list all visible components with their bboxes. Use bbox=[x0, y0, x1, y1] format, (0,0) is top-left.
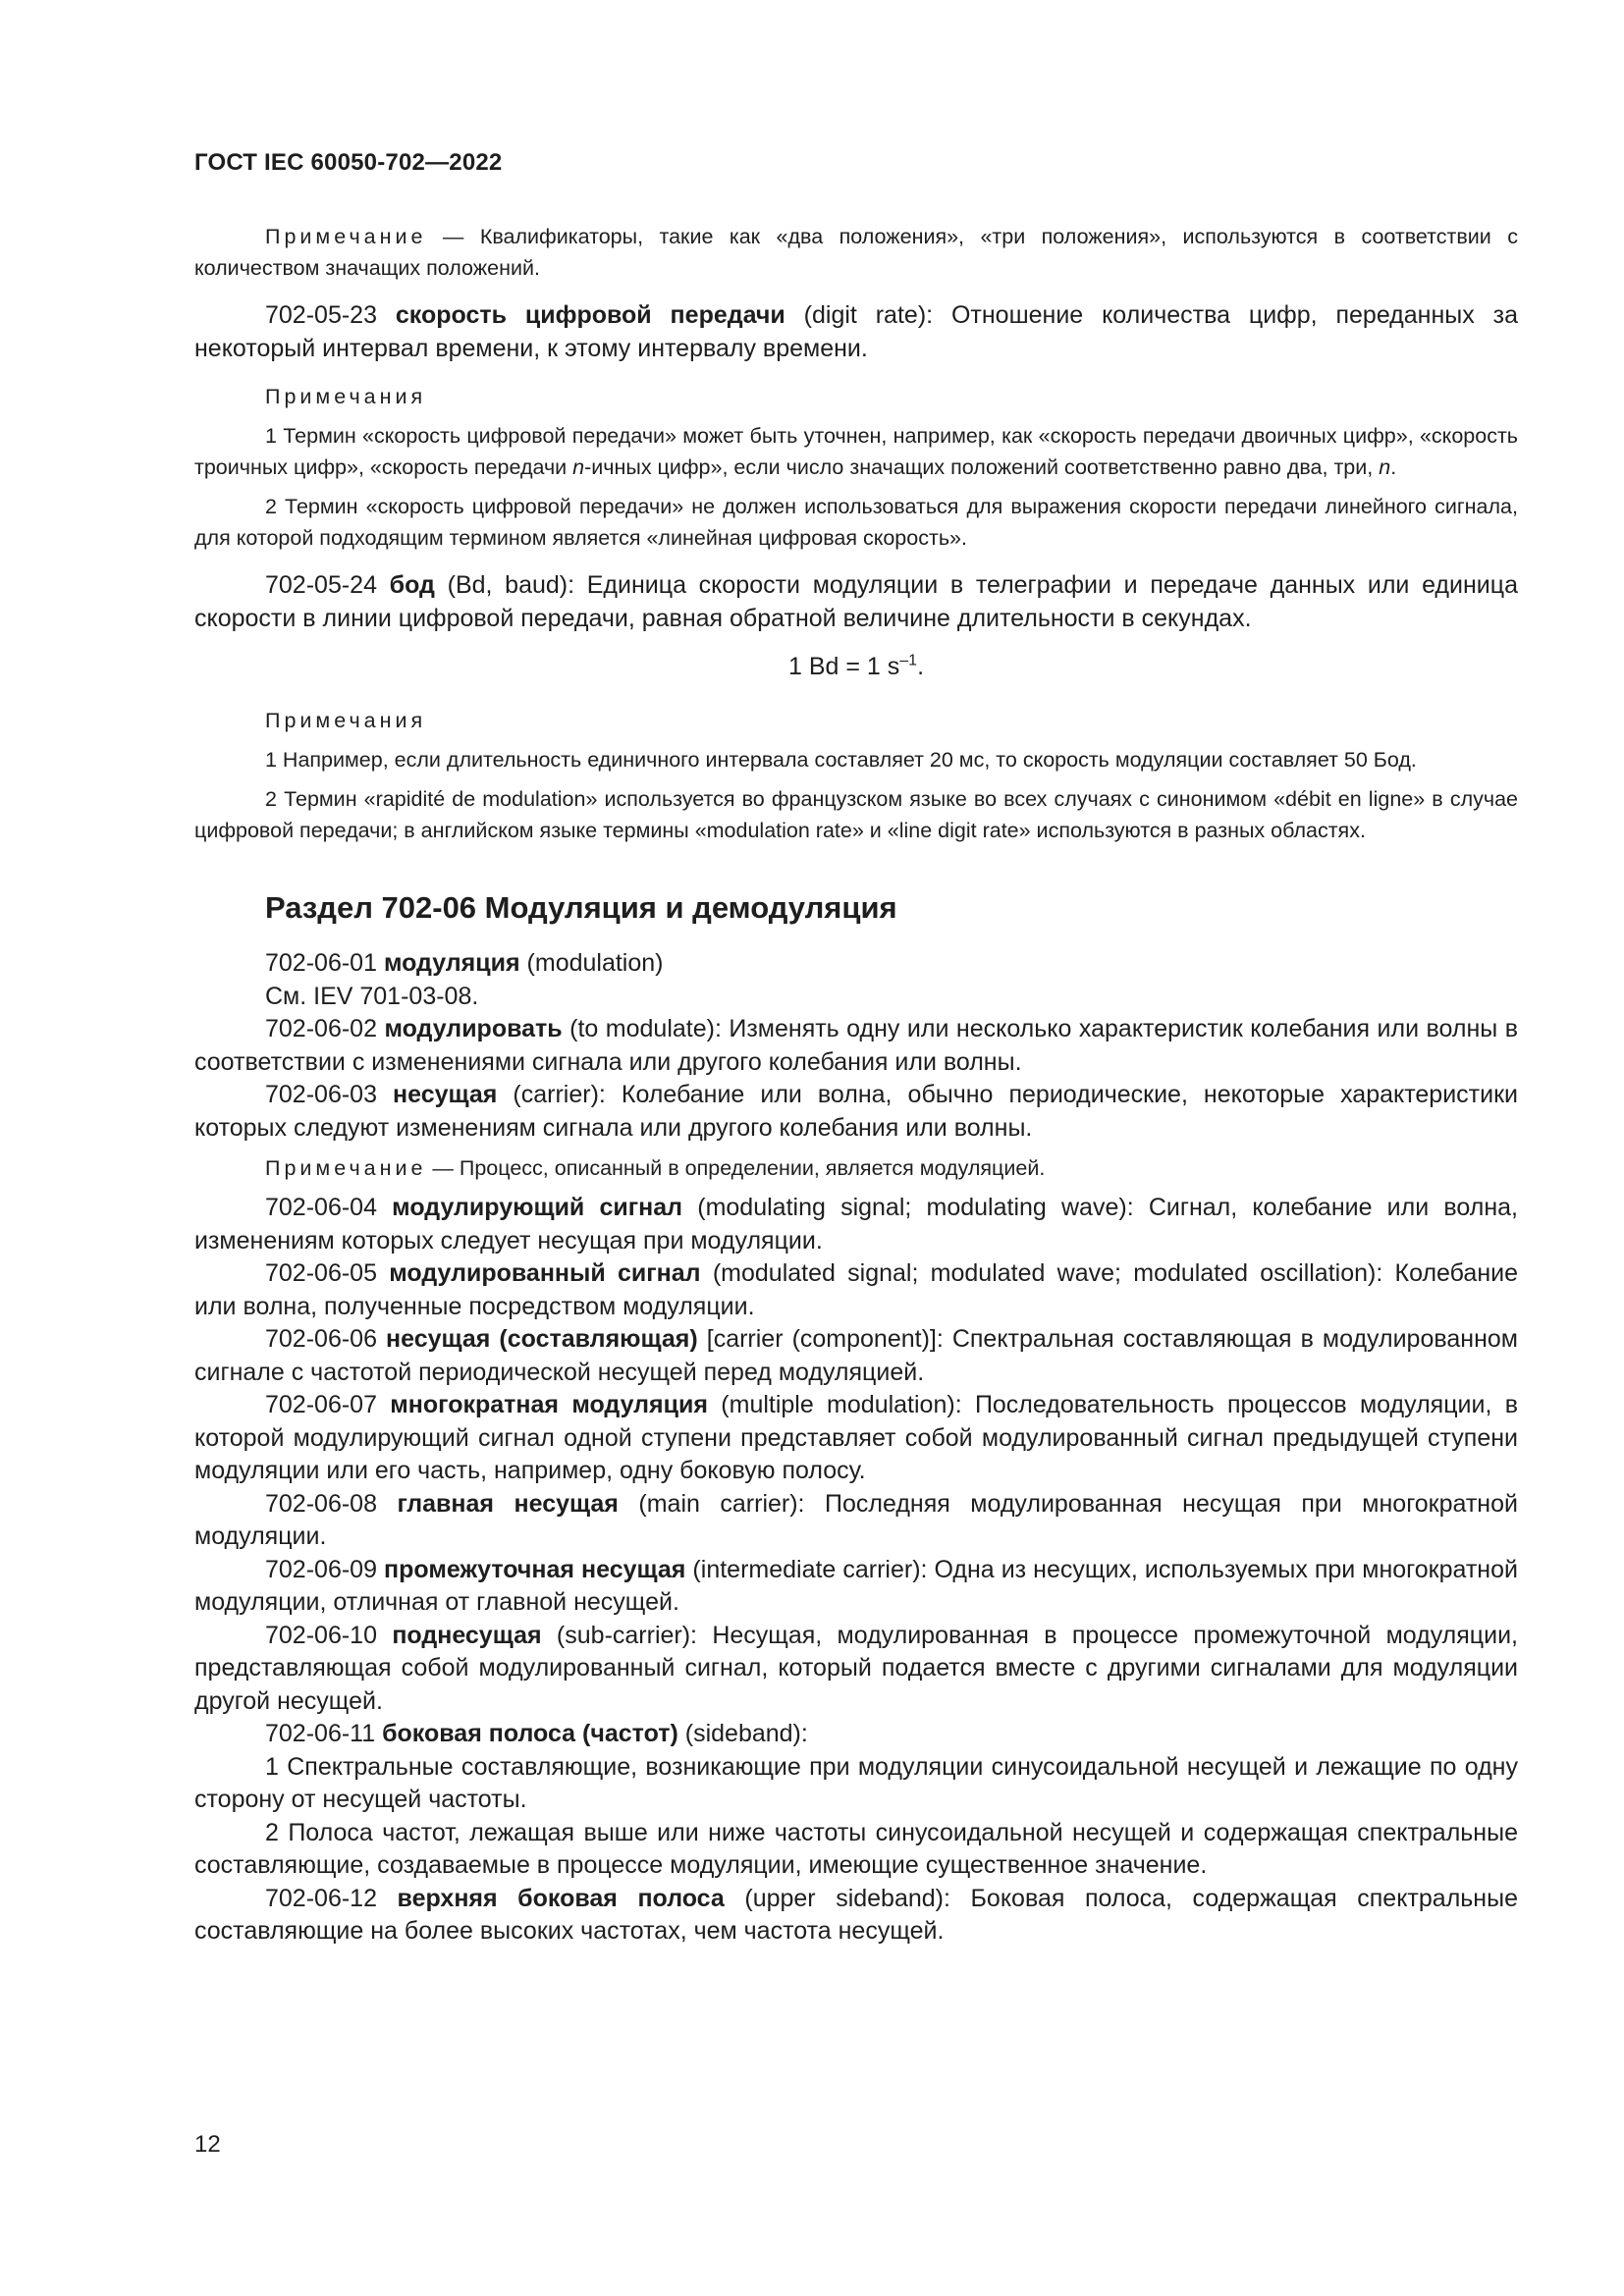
note-qualifiers bbox=[194, 221, 1518, 284]
entry-702-06-12: 702-06-12 верхняя боковая полоса (upper sideband): Боковая полоса, содержащая спектральные составляющие на более высоких частотах, чем частота несущей. bbox=[194, 1884, 1518, 1945]
note-item: 1 Термин «скорость цифровой передачи» может быть уточнен, например, как «скорость передачи двоичных цифр», «скорость троичных цифр», «скорость передачи n-ичных цифр», если число значащих положений соответственно равно два, три, n. bbox=[194, 424, 1518, 479]
entry-702-06-08: 702-06-08 главная несущая (main carrier): Последняя модулированная несущая при многократной модуляции. bbox=[194, 1489, 1518, 1550]
entry-definition: (Bd, baud): Единица скорости модуляции в телеграфии и передаче данных или единица скорости в линии цифровой передачи, равная обратной величине длительности в секундах. bbox=[194, 571, 1518, 632]
note-item: 2 Термин «скорость цифровой передачи» не должен использоваться для выражения скорости передачи линейного сигнала, для которой подходящим термином является «линейная цифровая скорость». bbox=[194, 495, 1518, 550]
notes-label: Примечания bbox=[265, 385, 427, 408]
note-text: — Квалификаторы, такие как «два положения», «три положения», используются в соответствии с количеством значащих положений. bbox=[194, 225, 1518, 280]
entry-702-06-04: 702-06-04 модулирующий сигнал (modulating signal; modulating wave): Сигнал, колебание или волна, изменениям которых следует несущая при модуляции. bbox=[194, 1194, 1518, 1255]
entry-702-06-01: 702-06-01 модуляция (modulation) bbox=[265, 949, 664, 977]
section-heading: Раздел 702-06 Модуляция и демодуляция bbox=[265, 890, 897, 925]
page-content bbox=[194, 221, 1518, 1949]
entry-term: бод bbox=[389, 571, 435, 599]
note-item: 1 Например, если длительность единичного интервала составляет 20 мс, то скорость модуляции составляет 50 Бод. bbox=[265, 748, 1417, 772]
entry-number: 702-05-24 bbox=[265, 571, 390, 599]
entry-702-05-24 bbox=[194, 569, 1518, 635]
entry-702-06-03: 702-06-03 несущая (carrier): Колебание или волна, обычно периодические, некоторые характеристики которых следуют изменениям сигнала или другого колебания или волны. bbox=[194, 1081, 1518, 1142]
definition-item: 2 Полоса частот, лежащая выше или ниже частоты синусоидальной несущей и содержащая спектральные составляющие, создаваемые в процессе модуляции, имеющие существенное значение. bbox=[194, 1818, 1518, 1879]
entry-cross-reference: См. IEV 701-03-08. bbox=[265, 982, 479, 1010]
entry-702-06-06: 702-06-06 несущая (составляющая) [carrier (component)]: Спектральная составляющая в модулированном сигнале с частотой периодической несущей перед модуляцией. bbox=[194, 1325, 1518, 1386]
entry-702-06-11: 702-06-11 боковая полоса (частот) (sideband): bbox=[265, 1720, 808, 1747]
note-item: 2 Термин «rapidité de modulation» используется во французском языке во всех случаях с синонимом «débit en ligne» в случае цифровой передачи; в английском языке термины «modulation rate» и «line digit rate» используются в разных областях. bbox=[194, 787, 1518, 842]
definition-item: 1 Спектральные составляющие, возникающие при модуляции синусоидальной несущей и лежащие по одну сторону от несущей частоты. bbox=[194, 1752, 1518, 1813]
note-label: Примечание bbox=[265, 225, 427, 248]
formula-baud: 1 Bd = 1 $s^{-1}$. bbox=[787, 652, 925, 680]
entry-term: скорость цифровой передачи bbox=[395, 301, 785, 329]
entry-definition: (digit rate): Отношение количества цифр, переданных за некоторый интервал времени, к этому интервалу времени. bbox=[194, 301, 1518, 362]
entry-number: 702-05-23 bbox=[265, 301, 396, 329]
entry-702-05-23 bbox=[194, 299, 1518, 365]
note-modulation: Примечание — Процесс, описанный в определении, является модуляцией. bbox=[265, 1156, 1046, 1180]
page-number: 12 bbox=[194, 2131, 221, 2158]
entry-702-06-02: 702-06-02 модулировать (to modulate): Изменять одну или несколько характеристик колебания или волны в соответствии с изменениями сигнала или другого колебания или волны. bbox=[194, 1015, 1518, 1076]
entry-702-06-10: 702-06-10 поднесущая (sub-carrier): Несущая, модулированная в процессе промежуточной модуляции, представляющая собой модулированный сигнал, который подается вместе с другими сигналами для модуляции другой несущей. bbox=[194, 1621, 1518, 1715]
entry-702-06-07: 702-06-07 многократная модуляция (multiple modulation): Последовательность процессов модуляции, в которой модулирующий сигнал одной ступени представляет собой модулированный сигнал предыдущей ступени модуляции или его часть, например, одну боковую полосу. bbox=[194, 1391, 1518, 1484]
document-header: ГОСТ IEC 60050-702—2022 bbox=[194, 149, 503, 176]
entry-702-06-09: 702-06-09 промежуточная несущая (intermediate carrier): Одна из несущих, используемых при многократной модуляции, отличная от главной несущей. bbox=[194, 1555, 1518, 1616]
notes-label: Примечания bbox=[265, 709, 427, 732]
entry-702-06-05: 702-06-05 модулированный сигнал (modulated signal; modulated wave; modulated oscillation): Колебание или волна, полученные посредством модуляции. bbox=[194, 1259, 1518, 1320]
